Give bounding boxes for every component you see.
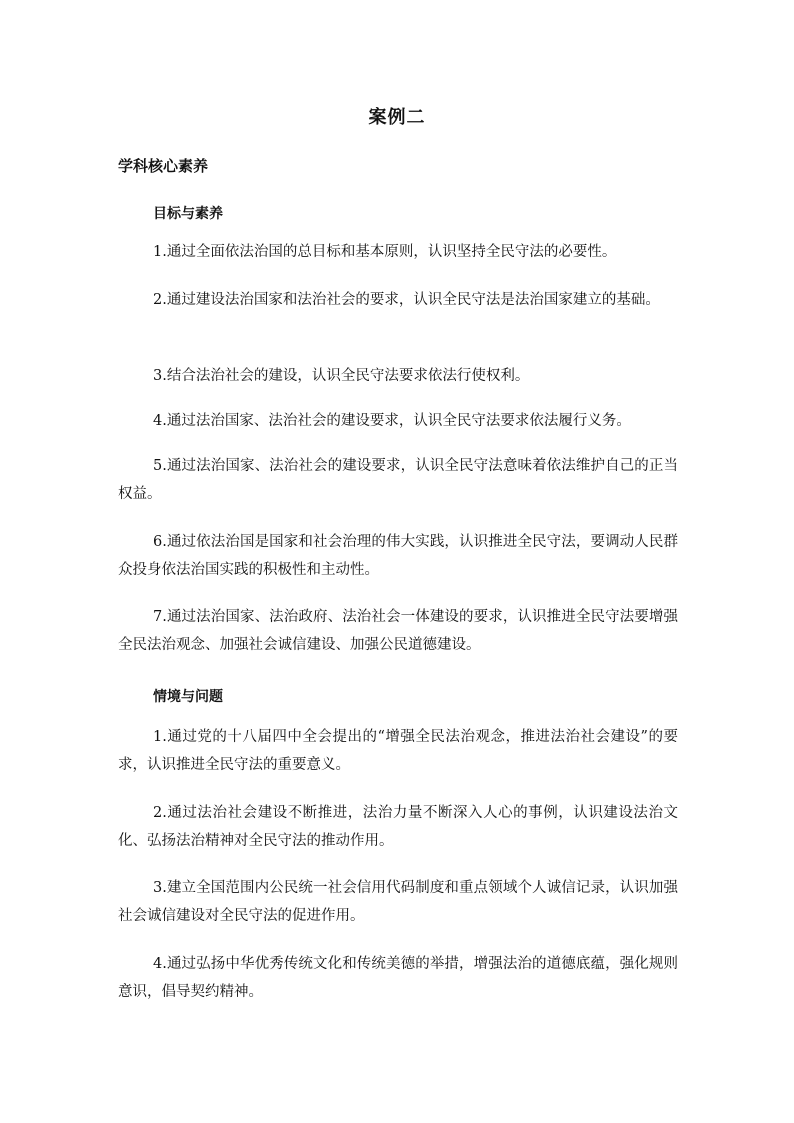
scenario-item-1: 1.通过党的十八届四中全会提出的“增强全民法治观念，推进法治社会建设”的要求，认识推进全民守法的重要意义。 — [118, 729, 678, 773]
goal-item-4: 4.通过法治国家、法治社会的建设要求，认识全民守法要求依法履行义务。 — [153, 413, 631, 429]
subsection-heading-goals: 目标与素养 — [153, 206, 223, 222]
scenario-item-3: 3.建立全国范围内公民统一社会信用代码制度和重点领域个人诚信记录，认识加强社会诚信建设对全民守法的促进作用。 — [118, 880, 678, 924]
scenario-item-4: 4.通过弘扬中华优秀传统文化和传统美德的举措，增强法治的道德底蕴，强化规则意识，倡导契约精神。 — [118, 956, 678, 1000]
page-title: 案例二 — [368, 107, 426, 128]
scenario-item-2: 2.通过法治社会建设不断推进，法治力量不断深入人心的事例，认识建设法治文化、弘扬法治精神对全民守法的推动作用。 — [118, 805, 678, 849]
goal-item-5: 5.通过法治国家、法治社会的建设要求，认识全民守法意味着依法维护自己的正当权益。 — [118, 458, 678, 502]
goal-item-6: 6.通过依法治国是国家和社会治理的伟大实践，认识推进全民守法，要调动人民群众投身依法治国实践的积极性和主动性。 — [118, 534, 678, 578]
goal-item-2: 2.通过建设法治国家和法治社会的要求，认识全民守法是法治国家建立的基础。 — [153, 292, 660, 308]
goal-item-7: 7.通过法治国家、法治政府、法治社会一体建设的要求，认识推进全民守法要增强全民法治观念、加强社会诚信建设、加强公民道德建设。 — [118, 609, 678, 653]
goal-item-3: 3.结合法治社会的建设，认识全民守法要求依法行使权利。 — [153, 368, 530, 384]
subsection-heading-scenarios: 情境与问题 — [153, 689, 223, 705]
section-heading: 学科核心素养 — [118, 157, 209, 175]
goal-item-1: 1.通过全面依法治国的总目标和基本原则，认识坚持全民守法的必要性。 — [153, 244, 617, 260]
